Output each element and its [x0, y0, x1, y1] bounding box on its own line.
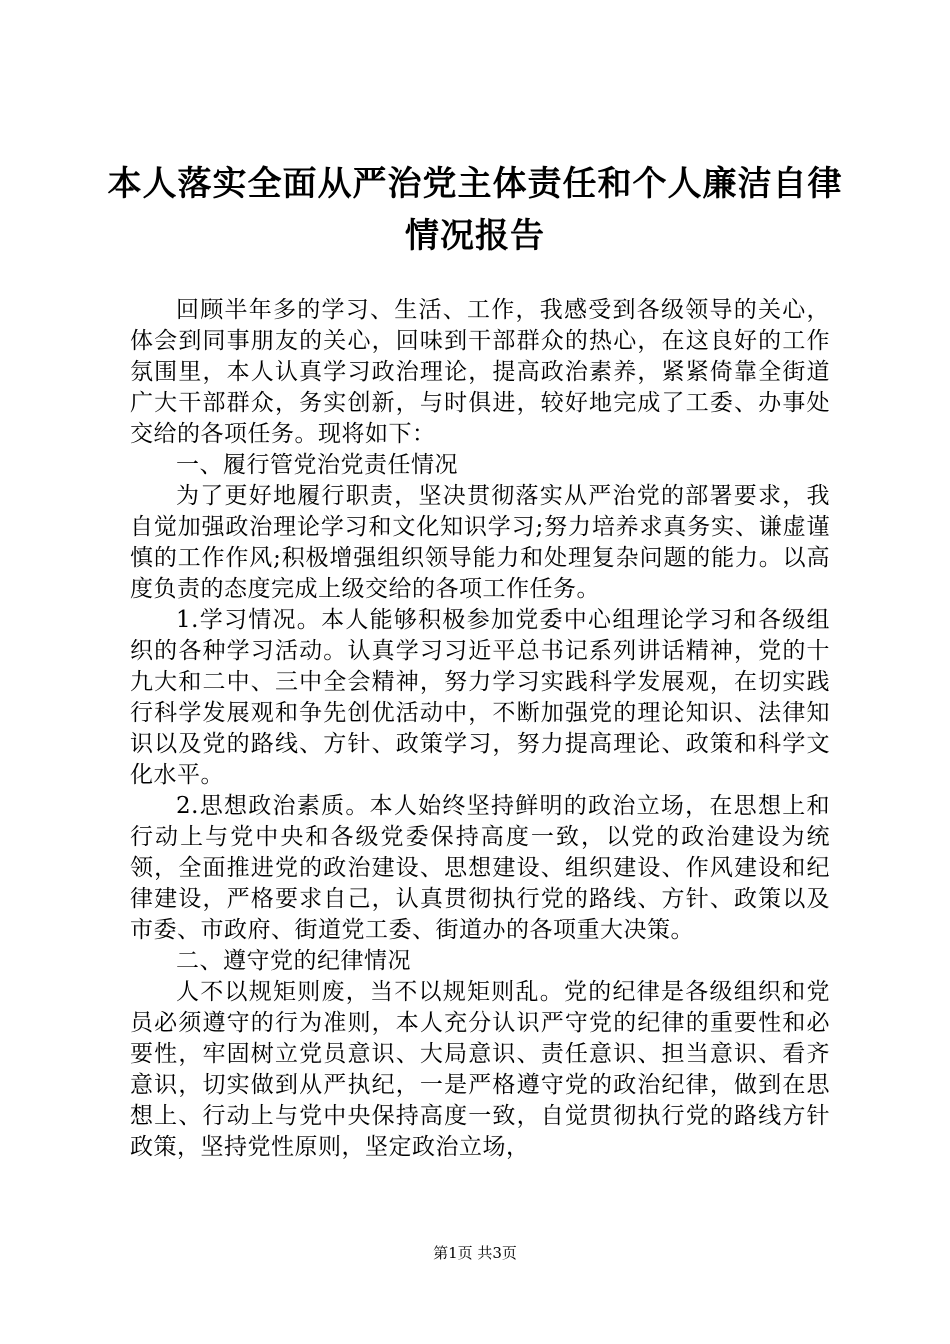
paragraph-duty: 为了更好地履行职责，坚决贯彻落实从严治党的部署要求，我自觉加强政治理论学习和文化知识学习;努力培养求真务实、谦虚谨慎的工作作风;积极增强组织领导能力和处理复杂问题的能力。以高度负责的态度完成上级交给的各项工作任务。 [130, 483, 830, 602]
section-heading-1: 一、履行管党治党责任情况 [176, 452, 458, 478]
paragraph-discipline: 人不以规矩则废，当不以规矩则乱。党的纪律是各级组织和党员必须遵守的行为准则，本人充分认识严守党的纪律的重要性和必要性，牢固树立党员意识、大局意识、责任意识、担当意识、看齐意识，切实做到从严执纪，一是严格遵守党的政治纪律，做到在思想上、行动上与党中央保持高度一致，自觉贯彻执行党的路线方针政策，坚持党性原则，坚定政治立场， [130, 979, 830, 1160]
document-title: 本人落实全面从严治党主体责任和个人廉洁自律情况报告 [107, 164, 843, 256]
document-body [130, 295, 830, 1163]
paragraph-politics: 2.思想政治素质。本人始终坚持鲜明的政治立场，在思想上和行动上与党中央和各级党委保持高度一致，以党的政治建设为统领，全面推进党的政治建设、思想建设、组织建设、作风建设和纪律建设，严格要求自己，认真贯彻执行党的路线、方针、政策以及市委、市政府、街道党工委、街道办的各项重大决策。 [130, 793, 830, 943]
paragraph-study: 1.学习情况。本人能够积极参加党委中心组理论学习和各级组织的各种学习活动。认真学习习近平总书记系列讲话精神，党的十九大和二中、三中全会精神，努力学习实践科学发展观，在切实践行科学发展观和争先创优活动中，不断加强党的理论知识、法律知识以及党的路线、方针、政策学习，努力提高理论、政策和科学文化水平。 [130, 607, 830, 788]
section-heading-2: 二、遵守党的纪律情况 [176, 948, 411, 974]
paragraph-intro: 回顾半年多的学习、生活、工作，我感受到各级领导的关心，体会到同事朋友的关心，回味到干部群众的热心，在这良好的工作氛围里，本人认真学习政治理论，提高政治素养，紧紧倚靠全街道广大干部群众，务实创新，与时俱进，较好地完成了工委、办事处交给的各项任务。现将如下： [130, 297, 830, 447]
page-footer: 第1页 共3页 [433, 1244, 517, 1262]
